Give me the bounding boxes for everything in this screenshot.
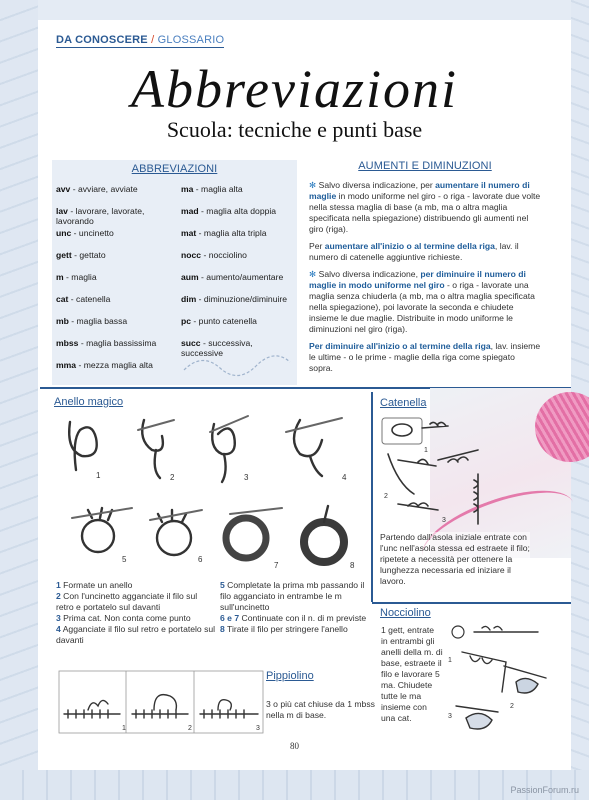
- panel-divider: [372, 602, 571, 604]
- fig-label: 5: [122, 555, 127, 564]
- fig-label: 4: [342, 473, 347, 482]
- magic-ring-illustration: [52, 410, 368, 578]
- abbr-item: mat - maglia alta tripla: [181, 228, 267, 238]
- fig-label: 2: [170, 473, 175, 482]
- step-item: 5 Completate la prima mb passando il filo agganciato in entrambe le m sull'uncinetto: [220, 580, 365, 612]
- fig-label: 3: [244, 473, 249, 482]
- picot-title: Pippiolino: [266, 670, 314, 682]
- paragraph-decrease-uniform: ✻ Salvo diversa indicazione, per diminuire il numero di maglie in modo uniforme nel giro - o riga - lavorate una maglia senza chiuderla (a mb, ma o altra maglia specificata nella spiegazione), poi lavorate la seconda e chiudete insieme le due maglie. Distribuite in modo uniforme le diminuzioni nel giro (riga).: [309, 269, 535, 334]
- fig-label: 1: [424, 447, 428, 454]
- abbr-item: mad - maglia alta doppia: [181, 206, 277, 216]
- fig-label: 1: [448, 657, 452, 664]
- fig-1-loop: [69, 422, 97, 470]
- fig-label: 2: [510, 703, 514, 710]
- abbr-item: mbss - maglia bassissima: [56, 338, 157, 348]
- fig-label: 3: [256, 725, 260, 732]
- abbr-item: m - maglia: [56, 272, 97, 282]
- kicker-separator: /: [147, 34, 158, 46]
- increases-title: AUMENTI E DIMINUZIONI: [358, 160, 492, 172]
- fig-label: 2: [384, 493, 388, 500]
- fig-label: 8: [350, 561, 355, 570]
- fig-label: 3: [442, 517, 446, 524]
- chain-description: Partendo dall'asola iniziale entrate con l'unc nell'asola stessa ed estraete il filo; ripetete a necessità per ottenere la lunghezza necessaria ed iniziare il lavoro.: [380, 532, 530, 586]
- bobble-title: Nocciolino: [380, 607, 431, 619]
- abbr-item: cat - catenella: [56, 294, 111, 304]
- step-item: 3 Prima cat. Non conta come punto: [56, 613, 191, 623]
- section-kicker: [56, 34, 224, 48]
- abbreviations-column-1: [56, 184, 181, 382]
- magic-ring-title: Anello magico: [54, 396, 124, 408]
- step-item: 1 Formate un anello: [56, 580, 133, 590]
- fig-label: 7: [274, 561, 279, 570]
- paragraph-decrease-edge: Per diminuire all'inizio o al termine della riga, lav. insieme le ultime - o le prime - maglie della riga come spiegato sopra.: [309, 341, 541, 373]
- panel-divider: [371, 392, 373, 602]
- abbr-item: pc - punto catenella: [181, 316, 257, 326]
- fig-label: 2: [188, 725, 192, 732]
- kicker-left: DA CONOSCERE: [56, 34, 148, 46]
- abbreviations-title: ABBREVIAZIONI: [131, 163, 218, 175]
- step-item: 4 Agganciate il filo sul retro e portatelo sul davanti: [56, 624, 216, 645]
- kicker-right: GLOSSARIO: [157, 34, 225, 46]
- abbr-item: dim - diminuzione/diminuire: [181, 294, 288, 304]
- abbr-item: nocc - nocciolino: [181, 250, 247, 260]
- abbr-item: succ - successiva, successive: [181, 338, 253, 358]
- increases-decreases-section: [309, 160, 541, 380]
- paragraph-increase-edge: Per aumentare all'inizio o al termine della riga, lav. il numero di catenelle aggiuntive richieste.: [309, 241, 519, 262]
- abbr-item: mb - maglia bassa: [56, 316, 128, 326]
- step-item: 2 Con l'uncinetto agganciate il filo sul retro e portatelo sul davanti: [56, 591, 198, 612]
- abbr-item: avv - avviare, avviate: [56, 184, 138, 194]
- abbr-item: lav - lavorare, lavorate, lavorando: [56, 206, 145, 226]
- abbr-item: aum - aumento/aumentare: [181, 272, 284, 282]
- chain-title: Catenella: [380, 397, 427, 409]
- watermark: PassionForum.ru: [510, 785, 579, 795]
- fig-label: 1: [96, 471, 101, 480]
- step-item: 6 e 7 Continuate con il n. di m previste: [220, 613, 367, 623]
- page-title: Abbreviazioni: [131, 59, 458, 119]
- fig-label: 3: [448, 713, 452, 720]
- bobble-stitch-illustration: [446, 622, 554, 740]
- bottom-decorative-border: [0, 770, 589, 800]
- abbr-item: mma - mezza maglia alta: [56, 360, 153, 370]
- page-subtitle: Scuola: tecniche e punti base: [166, 117, 423, 142]
- yarn-doodle-icon: [182, 350, 292, 380]
- abbr-item: gett - gettato: [56, 250, 106, 260]
- step-item: 8 Tirate il filo per stringere l'anello: [220, 624, 348, 634]
- magic-ring-steps-right: [220, 580, 368, 635]
- bobble-description: 1 gett, entrate in entrambi gli anelli della m. di base, estraete il filo e lavorare 5 ma. Chiudete tutte le ma insieme con una cat.: [381, 625, 443, 723]
- picot-illustration: [58, 670, 264, 734]
- magic-ring-steps-left: [56, 580, 216, 646]
- abbreviations-box: [52, 160, 297, 385]
- page-number: 80: [290, 741, 299, 751]
- abbr-item: ma - maglia alta: [181, 184, 243, 194]
- chain-stitch-illustration: [378, 414, 498, 530]
- paragraph-increase-uniform: ✻ Salvo diversa indicazione, per aumentare il numero di maglie in modo uniforme nel giro - o riga - lavorate due volte nella stessa maglia di base (a mb, ma o altra maglia specificata nella spiegazione) distribuendo gli aumenti nel giro (riga).: [309, 180, 541, 234]
- picot-description: 3 o più cat chiuse da 1 mbss nella m di base.: [266, 699, 375, 720]
- abbreviations-column-2: [181, 184, 297, 360]
- abbr-item: unc - uncinetto: [56, 228, 114, 238]
- fig-label: 6: [198, 555, 203, 564]
- fig-label: 1: [122, 725, 126, 732]
